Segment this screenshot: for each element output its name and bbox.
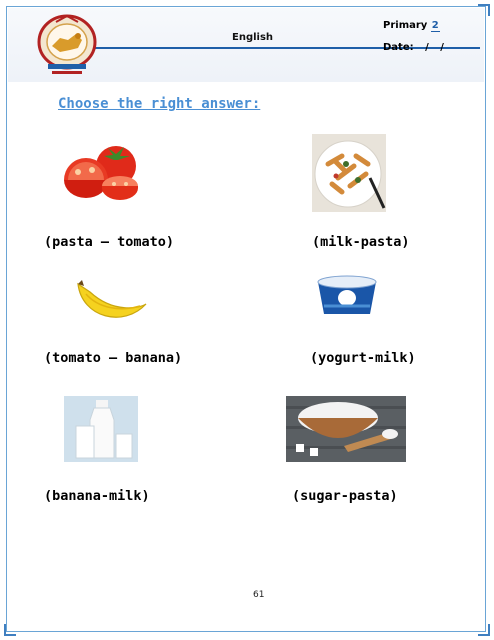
- milk-image: [64, 396, 138, 462]
- grade-text: Primary: [383, 20, 428, 31]
- grade-number: 2: [431, 20, 439, 31]
- grade-label: [383, 20, 440, 31]
- date-label: [383, 42, 444, 53]
- page-corner-mark: [478, 624, 490, 636]
- answer-options: (sugar-pasta): [292, 488, 398, 504]
- answer-options: (yogurt-milk): [310, 350, 416, 366]
- pasta-image: [312, 134, 386, 212]
- date-text: Date:: [383, 42, 414, 53]
- subject-label: English: [232, 32, 274, 43]
- school-logo-icon: [34, 12, 100, 82]
- answer-options: (banana-milk): [44, 488, 150, 504]
- page-corner-mark: [4, 624, 16, 636]
- answer-options: (tomato – banana): [44, 350, 183, 366]
- sugar-image: [286, 396, 406, 462]
- page-number: 61: [253, 590, 265, 600]
- instruction-heading: Choose the right answer:: [58, 96, 261, 112]
- yogurt-image: [314, 274, 380, 320]
- date-slash: /: [440, 42, 444, 53]
- tomato-image: [58, 140, 144, 206]
- answer-options: (pasta – tomato): [44, 234, 175, 250]
- date-slash: /: [425, 42, 429, 53]
- banana-image: [74, 278, 150, 328]
- answer-options: (milk-pasta): [312, 234, 410, 250]
